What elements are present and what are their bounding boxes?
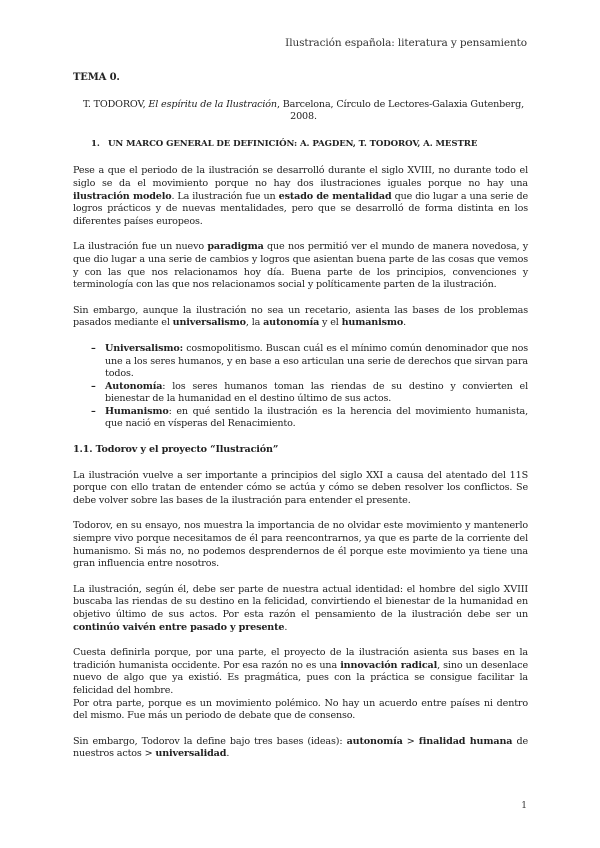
list-item bbox=[91, 381, 528, 406]
p1-text-c: . La ilustración fue un bbox=[171, 190, 279, 202]
running-header: Ilustración española: literatura y pensamiento bbox=[285, 37, 527, 49]
bullet-list bbox=[73, 343, 528, 431]
p3-text-e: . bbox=[403, 317, 407, 329]
p1-text-a: Pese a que el periodo de la ilustración se desarrolló durante el siglo XVIII, no durante todo el siglo se da el movimiento porque no hay dos ilustraciones iguales porque no hay una bbox=[73, 165, 528, 189]
bullet-text: : en qué sentido la ilustración es la herencia del movimiento humanista, que nació en vísperas del Renacimiento. bbox=[105, 405, 528, 430]
dash-bullet: – bbox=[91, 380, 96, 392]
paragraph-5: Todorov, en su ensayo, nos muestra la importancia de no olvidar este movimiento y mantenerlo siempre vivo porque necesitamos de él para reencontrarnos, ya que es parte de la corriente del humanismo. Si más no, no podemos desprendernos de él porque este movimiento ya tiene una gran influencia entre nosotros. bbox=[73, 520, 528, 570]
p1-text-d: que dio lugar a una serie de logros prácticos y de nuevas mentalidades, pero que se desarrolló de forma distinta en los diferentes países europeos. bbox=[73, 190, 528, 227]
p3-text-c: , la bbox=[245, 317, 264, 329]
bullet-term: Humanismo bbox=[105, 405, 169, 417]
dash-bullet: – bbox=[91, 342, 96, 354]
page-number: 1 bbox=[521, 801, 527, 811]
p8-text-a: Sin embargo, Todorov la define bajo tres bases (ideas): bbox=[73, 735, 347, 747]
bullet-term: Autonomía bbox=[105, 380, 163, 392]
p2-text-a: La ilustración fue un nuevo bbox=[73, 241, 208, 253]
p3-bold-universalismo: universalismo bbox=[172, 317, 246, 329]
p6-bold-vaiven: continúo vaivén entre pasado y presente bbox=[73, 621, 285, 633]
reference-author: T. TODOROV, bbox=[83, 98, 149, 110]
p7-bold-innovacion-radical: innovación radical bbox=[340, 659, 438, 671]
p8-text-e: . bbox=[226, 748, 230, 760]
bullet-term: Universalismo: bbox=[105, 342, 184, 354]
p3-text-d: y el bbox=[319, 317, 342, 329]
section-number: 1. bbox=[91, 138, 100, 149]
paragraph-8 bbox=[73, 736, 528, 761]
reference-book-title: El espíritu de la Ilustración bbox=[148, 98, 277, 110]
list-item bbox=[91, 406, 528, 431]
p7-text-a: Cuesta definirla porque, por una parte, el proyecto de la ilustración asienta sus bases en la tradición humanista occidente. Por esa razón no es una bbox=[73, 647, 528, 671]
document-body bbox=[73, 72, 528, 774]
paragraph-2 bbox=[73, 241, 528, 291]
bibliographic-reference bbox=[73, 99, 528, 124]
p8-bold-universalidad: universalidad bbox=[155, 748, 227, 760]
p6-text-c: . bbox=[284, 621, 288, 633]
p8-bold-finalidad-humana: finalidad humana bbox=[418, 735, 513, 747]
p3-bold-autonomia: autonomía bbox=[263, 317, 320, 329]
bullet-text: cosmopolitismo. Buscan cuál es el mínimo común denominador que nos une a los seres humanos, y en base a eso articulan una serie de derechos que sirvan para todos. bbox=[105, 342, 528, 380]
p7-text-c: , sino un desenlace nuevo de algo que ya existió. Es pragmática, pues con la práctica se consigue facilitar la felicidad del hombre. bbox=[73, 659, 528, 696]
p1-bold-estado-de-mentalidad: estado de mentalidad bbox=[278, 190, 392, 202]
section-heading bbox=[91, 138, 528, 151]
reference-publication: , Barcelona, Círculo de Lectores-Galaxia Gutenberg, 2008. bbox=[276, 98, 524, 123]
p3-bold-humanismo: humanismo bbox=[341, 317, 404, 329]
paragraph-6 bbox=[73, 584, 528, 634]
tema-heading: TEMA 0. bbox=[73, 72, 120, 83]
dash-bullet: – bbox=[91, 405, 96, 417]
p1-bold-ilustracion-modelo: ilustración modelo bbox=[73, 190, 172, 202]
section-title: UN MARCO GENERAL DE DEFINICIÓN: A. PAGDEN, T. TODOROV, A. MESTRE bbox=[108, 138, 478, 149]
paragraph-1 bbox=[73, 165, 528, 228]
paragraph-4: La ilustración vuelve a ser importante a principios del siglo XXI a causa del atentado del 11S porque con ello tratan de entender cómo se actúa y cómo se deben resolver los conflictos. Se debe volver sobre las bases de la ilustración para entender el presente. bbox=[73, 469, 528, 506]
p7-text-line2: Por otra parte, porque es un movimiento polémico. No hay un acuerdo entre países ni dentro del mismo. Fue más un periodo de debate que de consenso. bbox=[73, 697, 528, 722]
subsection-heading: 1.1. Todorov y el proyecto “Ilustración” bbox=[73, 444, 279, 456]
paragraph-7 bbox=[73, 647, 528, 723]
list-item bbox=[91, 343, 528, 381]
p6-text-a: La ilustración, según él, debe ser parte de nuestra actual identidad: el hombre del siglo XVIII buscaba las riendas de su destino en la felicidad, convirtiendo el bienestar de la humanidad en objetivo último de sus actos. Por esta razón el pensamiento de la ilustración debe ser un bbox=[73, 583, 528, 620]
p8-text-c: > bbox=[402, 735, 419, 747]
p8-bold-autonomia: autonomía bbox=[346, 735, 403, 747]
p8-text-d: de nuestros actos > bbox=[73, 735, 528, 760]
paragraph-3 bbox=[73, 305, 528, 330]
p2-bold-paradigma: paradigma bbox=[207, 241, 264, 253]
p2-text-c: que nos permitió ver el mundo de manera novedosa, y que dio lugar a una serie de cambios y logros que asientan buena parte de las cosas que vemos y con las que nos relacionamos hoy día. Buena parte de los principios, convenciones y terminología con las que nos relacionamos social y políticamente parten de la ilustración. bbox=[73, 241, 528, 291]
p3-text-a: Sin embargo, aunque la ilustración no sea un recetario, asienta las bases de los problemas pasados mediante el bbox=[73, 304, 528, 329]
bullet-text: : los seres humanos toman las riendas de su destino y convierten el bienestar de la humanidad en el destino último de sus actos. bbox=[105, 380, 528, 405]
